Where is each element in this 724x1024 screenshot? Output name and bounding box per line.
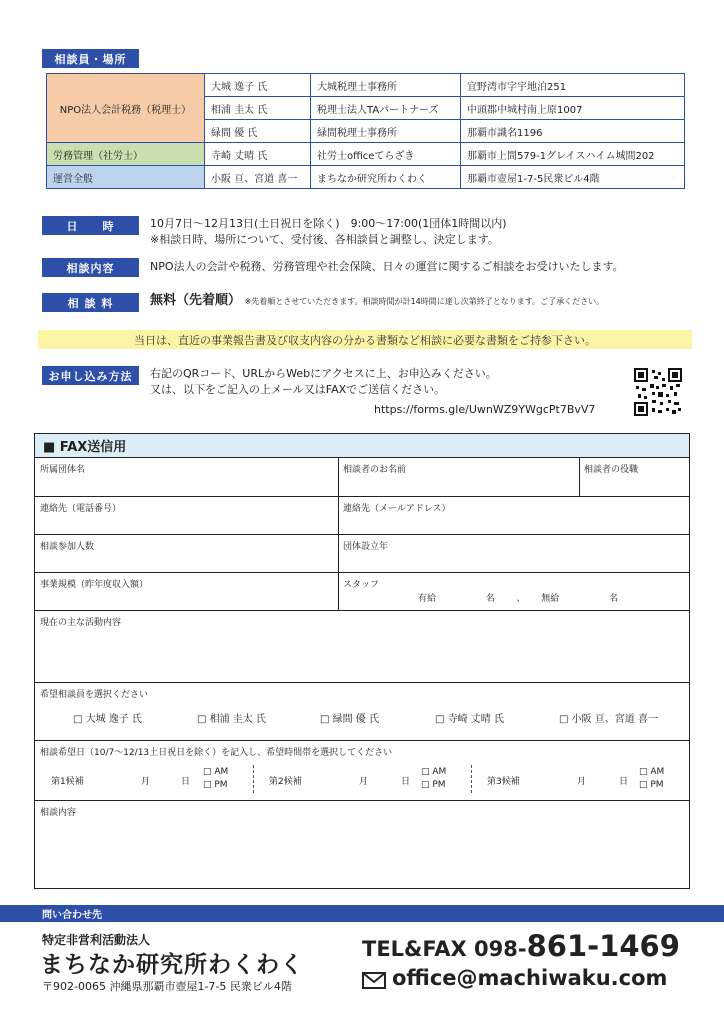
staff-person: 緑間 優 氏: [205, 120, 311, 143]
tel-number: 861-1469: [526, 929, 680, 963]
consultant-checkbox[interactable]: □ 相浦 圭太 氏: [197, 714, 266, 725]
am-checkbox[interactable]: □ AM: [203, 767, 229, 777]
apply-url-link[interactable]: https://forms.gle/UwnWZ9YWgcPt7BvV7: [374, 403, 596, 416]
day-label: 日: [181, 777, 191, 787]
month-label: 月: [141, 777, 151, 787]
pm-checkbox[interactable]: □ PM: [203, 780, 228, 790]
pm-checkbox[interactable]: □ PM: [421, 780, 446, 790]
org-name-field[interactable]: 所属団体名: [40, 465, 86, 475]
unpaid-label: 無給: [541, 594, 560, 604]
apply-text: [150, 366, 497, 398]
month-label: 月: [577, 777, 587, 787]
org-type: 特定非営利活動法人: [42, 933, 151, 947]
fax-form: [34, 433, 690, 889]
staff-count-line: [418, 591, 618, 604]
staff-address: 宜野湾市字宇地泊251: [461, 74, 685, 97]
staff-office: 税理士法人TAパートナーズ: [311, 97, 461, 120]
org-address: 〒902-0065 沖縄県那覇市壺屋1-7-5 民衆ビル4階: [42, 980, 292, 993]
mail-icon: [362, 970, 386, 987]
fax-form-title: ■ FAX送信用: [35, 434, 689, 458]
staff-person: 相浦 圭太 氏: [205, 97, 311, 120]
form-row: [35, 611, 689, 683]
content-text: NPO法人の会計や税務、労務管理や社会保険、日々の運営に関するご相談をお受けいたします。: [150, 260, 624, 273]
npo-category-cell: NPO法人会計税務（税理士）: [47, 74, 205, 143]
date-line: 10月7日～12月13日(土日祝日を除く) 9:00～17:00(1団体1時間以内): [150, 217, 507, 230]
form-row: [35, 801, 689, 887]
staff-office: 社労士officeてらざき: [311, 143, 461, 166]
paid-label: 有給: [418, 594, 437, 604]
activities-field[interactable]: 現在の主な活動内容: [40, 618, 122, 628]
staff-person: 大城 逸子 氏: [205, 74, 311, 97]
separator: 、: [516, 594, 526, 604]
form-row: [35, 741, 689, 801]
fee-note: ※先着順とさせていただきます。相談時間が計14時間に達し次第終了となります。ご了承ください。: [244, 297, 605, 306]
date-note: ※相談日時、場所について、受付後、各相談員と調整し、決定します。: [150, 233, 499, 246]
notice-bar: 当日は、直近の事業報告書及び収支内容の分かる書類など相談に必要な書類をご持参下さい。: [38, 330, 692, 349]
choice-label: 第1候補: [51, 777, 84, 787]
email-line: [362, 966, 667, 990]
am-checkbox[interactable]: □ AM: [421, 767, 447, 777]
day-label: 日: [619, 777, 629, 787]
choice-label: 第3候補: [487, 777, 520, 787]
staff-address: 那覇市上間579-1グレイスハイム城間202: [461, 143, 685, 166]
form-row: [35, 535, 689, 573]
am-checkbox[interactable]: □ AM: [639, 767, 665, 777]
business-scale-field[interactable]: 事業規模（昨年度収入額）: [40, 580, 149, 590]
staff-address: 那覇市識名1196: [461, 120, 685, 143]
staff-person: 寺崎 丈晴 氏: [205, 143, 311, 166]
staff-address: 那覇市壺屋1-7-5民衆ビル4階: [461, 166, 685, 189]
fee-section-badge: 相 談 料: [42, 293, 139, 312]
qr-code-icon[interactable]: [634, 368, 682, 416]
date-section-badge: 日 時: [42, 216, 139, 235]
staff-office: まちなか研究所わくわく: [311, 166, 461, 189]
table-row: [47, 143, 685, 166]
participants-field[interactable]: 相談参加人数: [40, 542, 95, 552]
unit-label: 名: [485, 594, 495, 604]
email-field[interactable]: 連絡先（メールアドレス）: [343, 504, 451, 514]
staff-section-badge: 相談員・場所: [42, 49, 139, 68]
consultant-checkbox[interactable]: □ 緑間 優 氏: [320, 714, 379, 725]
consultant-role-field[interactable]: 相談者の役職: [584, 465, 639, 475]
staff-office: 緑間税理士事務所: [311, 120, 461, 143]
ops-category-cell: 運営全般: [47, 166, 205, 189]
org-name: まちなか研究所わくわく: [40, 952, 304, 978]
founded-year-field[interactable]: 団体設立年: [343, 542, 389, 552]
staff-person: 小阪 亘、宮道 喜一: [205, 166, 311, 189]
table-row: [47, 166, 685, 189]
choice-label: 第2候補: [269, 777, 302, 787]
apply-line: 又は、以下をご記入の上メール又はFAXでご送信ください。: [150, 383, 446, 396]
staff-label: スタッフ: [343, 580, 380, 590]
staff-table: [46, 73, 685, 189]
labor-category-cell: 労務管理（社労士）: [47, 143, 205, 166]
tel-prefix: TEL&FAX 098-: [362, 937, 527, 961]
apply-line: 右記のQRコード、URLからWebにアクセスに上、お申込みください。: [150, 367, 497, 380]
month-label: 月: [359, 777, 369, 787]
unit-label: 名: [609, 594, 619, 604]
staff-field[interactable]: [338, 573, 688, 610]
form-row: [35, 683, 689, 741]
consult-content-field[interactable]: 相談内容: [40, 808, 77, 818]
fee-text: [150, 293, 604, 310]
consultant-checkbox[interactable]: □ 小阪 亘、宮道 喜一: [559, 714, 658, 725]
form-row: [35, 497, 689, 535]
apply-section-badge: お申し込み方法: [42, 366, 139, 385]
content-section-badge: 相談内容: [42, 258, 139, 277]
contact-bar: 問い合わせ先: [0, 905, 724, 922]
email-address[interactable]: office@machiwaku.com: [392, 966, 668, 990]
tel-fax: [362, 929, 680, 963]
form-row: [35, 573, 689, 611]
pm-checkbox[interactable]: □ PM: [639, 780, 664, 790]
staff-office: 大城税理士事務所: [311, 74, 461, 97]
consultant-checkbox[interactable]: □ 大城 逸子 氏: [73, 714, 142, 725]
date-text: [150, 216, 507, 248]
date-instruction-label: 相談希望日（10/7～12/13土日祝日を除く）を記入し、希望時間帯を選択してください: [40, 748, 393, 758]
fee-main: 無料（先着順）: [150, 293, 242, 308]
consultant-checkbox[interactable]: □ 寺崎 丈晴 氏: [435, 714, 504, 725]
form-row: [35, 458, 689, 497]
phone-field[interactable]: 連絡先（電話番号）: [40, 504, 122, 514]
staff-address: 中頭郡中城村南上原1007: [461, 97, 685, 120]
select-consultant-label: 希望相談員を選択ください: [40, 690, 149, 700]
day-label: 日: [401, 777, 411, 787]
table-row: [47, 74, 685, 97]
consultant-name-field[interactable]: 相談者のお名前: [343, 465, 407, 475]
